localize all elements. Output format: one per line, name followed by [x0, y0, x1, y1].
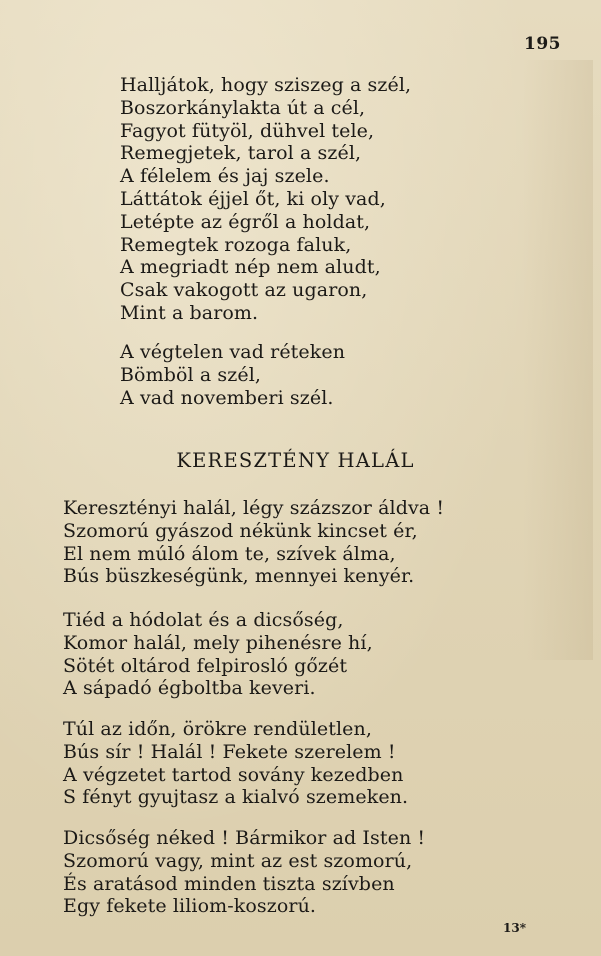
poem-line: El nem múló álom te, szívek álma, [63, 542, 396, 565]
poem-line: Remegtek rozoga faluk, [120, 233, 352, 256]
poem-line: Dicsőség néked ! Bármikor ad Isten ! [63, 827, 426, 849]
poem-line: És aratásod minden tiszta szívben [63, 872, 395, 895]
poem-line: S fényt gyujtasz a kialvó szemeken. [63, 786, 409, 809]
show-through-shading [523, 60, 593, 660]
poem-line: Keresztényi halál, légy százszor áldva ! [63, 497, 445, 519]
poem-line: Láttátok éjjel őt, ki oly vad, [120, 187, 386, 210]
poem-line: A végtelen vad réteken [120, 341, 346, 363]
poem-line: Bús büszkeségünk, mennyei kenyér. [63, 565, 415, 588]
poem-line: Sötét oltárod felpirosló gőzét [63, 654, 348, 677]
poem-line: Bús sír ! Halál ! Fekete szerelem ! [63, 740, 396, 763]
poem-line: Letépte az égről a holdat, [120, 210, 371, 233]
stanza-storm-part-1 [120, 74, 411, 325]
poem-line: A sápadó égboltba keveri. [63, 677, 316, 700]
poem-line: Szomorú gyászod nékünk kincset ér, [63, 519, 418, 542]
stanza-4 [63, 827, 425, 918]
poem-line: Egy fekete liliom-koszorú. [63, 895, 317, 918]
poem-line: Fagyot fütyöl, dühvel tele, [120, 119, 375, 142]
poem-line: Halljátok, hogy sziszeg a szél, [120, 74, 412, 96]
poem-line: Szomorú vagy, mint az est szomorú, [63, 849, 413, 872]
printer-signature-mark: 13* [503, 921, 526, 935]
poem-line: Túl az időn, örökre rendületlen, [63, 718, 372, 740]
poem-line: Csak vakogott az ugaron, [120, 279, 368, 302]
stanza-1 [63, 497, 444, 588]
page-number: 195 [524, 34, 561, 54]
poem-line: Mint a barom. [120, 301, 259, 324]
poem-line: Boszorkánylakta út a cél, [120, 96, 366, 119]
stanza-storm-part-2 [120, 341, 345, 409]
poem-line: Bömböl a szél, [120, 363, 262, 386]
stanza-2 [63, 609, 373, 700]
poem-line: A félelem és jaj szele. [120, 165, 330, 188]
poem-line: A vad novemberi szél. [120, 386, 334, 409]
poem-title: KERESZTÉNY HALÁL [176, 449, 415, 472]
poem-line: Tiéd a hódolat és a dicsőség, [63, 609, 344, 631]
stanza-3 [63, 718, 408, 809]
poem-line: Remegjetek, tarol a szél, [120, 142, 362, 165]
poem-line: Komor halál, mely pihenésre hí, [63, 631, 373, 654]
poem-line: A végzetet tartod sovány kezedben [63, 763, 404, 786]
poem-line: A megriadt nép nem aludt, [120, 256, 381, 279]
